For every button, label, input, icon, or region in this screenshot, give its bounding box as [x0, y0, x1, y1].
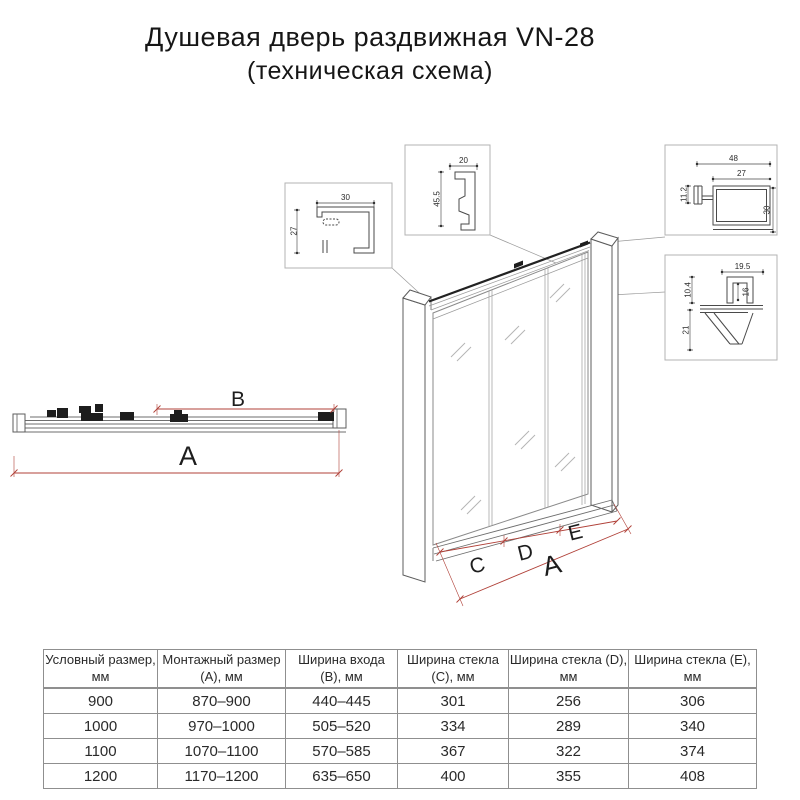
plan-dim-b-label: B	[230, 388, 246, 411]
cell: 340	[629, 714, 757, 739]
cell: 1000	[44, 714, 158, 739]
cell: 408	[629, 764, 757, 789]
door-elevation	[403, 232, 632, 606]
title-block	[0, 22, 740, 86]
roller-bracket	[580, 241, 588, 248]
plan-dimension-a	[11, 430, 343, 477]
detail-box-wall-profile	[405, 145, 490, 235]
cell: 1100	[44, 739, 158, 764]
col-header-glass-e: Ширина стекла (E), мм	[629, 650, 757, 689]
cell: 505–520	[286, 714, 398, 739]
dim-label: 27	[737, 169, 746, 178]
right-wall-post	[591, 232, 618, 512]
cell: 400	[398, 764, 509, 789]
technical-diagram	[0, 95, 800, 645]
cell: 289	[509, 714, 629, 739]
cell: 635–650	[286, 764, 398, 789]
elev-dim-c-label: C	[467, 552, 488, 579]
plan-roller-brackets	[47, 404, 334, 422]
cell: 1070–1100	[158, 739, 286, 764]
dim-label: 11.2	[679, 187, 689, 202]
dim-label: 21	[681, 325, 691, 335]
cell: 900	[44, 688, 158, 714]
detail-box-bottom-guide	[665, 255, 777, 360]
col-header-glass-d: Ширина стекла (D), мм	[509, 650, 629, 689]
cell: 970–1000	[158, 714, 286, 739]
table-header-row	[44, 650, 757, 689]
cell: 367	[398, 739, 509, 764]
dim-label: 45.5	[432, 191, 442, 207]
cell: 355	[509, 764, 629, 789]
dimensions-table	[43, 649, 757, 789]
cell: 301	[398, 688, 509, 714]
dim-label: 16	[741, 287, 751, 297]
plan-view	[11, 388, 347, 477]
cell: 570–585	[286, 739, 398, 764]
table-row	[44, 739, 757, 764]
cell: 322	[509, 739, 629, 764]
cell: 440–445	[286, 688, 398, 714]
left-wall-post	[403, 290, 431, 582]
cell: 1170–1200	[158, 764, 286, 789]
col-header-mounting-size: Монтажный размер (A), мм	[158, 650, 286, 689]
dim-label: 20	[459, 156, 468, 165]
cell: 256	[509, 688, 629, 714]
cell: 306	[629, 688, 757, 714]
dim-label: 27	[289, 226, 299, 236]
dim-label: 19.5	[734, 262, 751, 271]
cell: 374	[629, 739, 757, 764]
cell: 334	[398, 714, 509, 739]
dim-label: 10.4	[683, 282, 693, 298]
cell: 1200	[44, 764, 158, 789]
page-subtitle: (техническая схема)	[247, 57, 493, 85]
table-row	[44, 714, 757, 739]
elev-dim-e-label: E	[565, 519, 586, 546]
col-header-glass-c: Ширина стекла (C), мм	[398, 650, 509, 689]
elev-dim-a-label: A	[539, 548, 565, 583]
dim-label: 48	[729, 154, 738, 163]
cell: 870–900	[158, 688, 286, 714]
page-title: Душевая дверь раздвижная VN-28	[145, 22, 595, 52]
detail-box-top-profile	[285, 183, 392, 268]
table-row	[44, 764, 757, 789]
detail-box-corner-profile	[665, 145, 777, 235]
table-row	[44, 688, 757, 714]
dim-label: 30	[762, 205, 772, 215]
plan-dim-a-label: A	[178, 441, 198, 471]
col-header-nominal-size: Условный размер, мм	[44, 650, 158, 689]
elev-dim-d-label: D	[515, 539, 536, 566]
dim-label: 30	[341, 193, 350, 202]
col-header-entry-width: Ширина входа (B), мм	[286, 650, 398, 689]
